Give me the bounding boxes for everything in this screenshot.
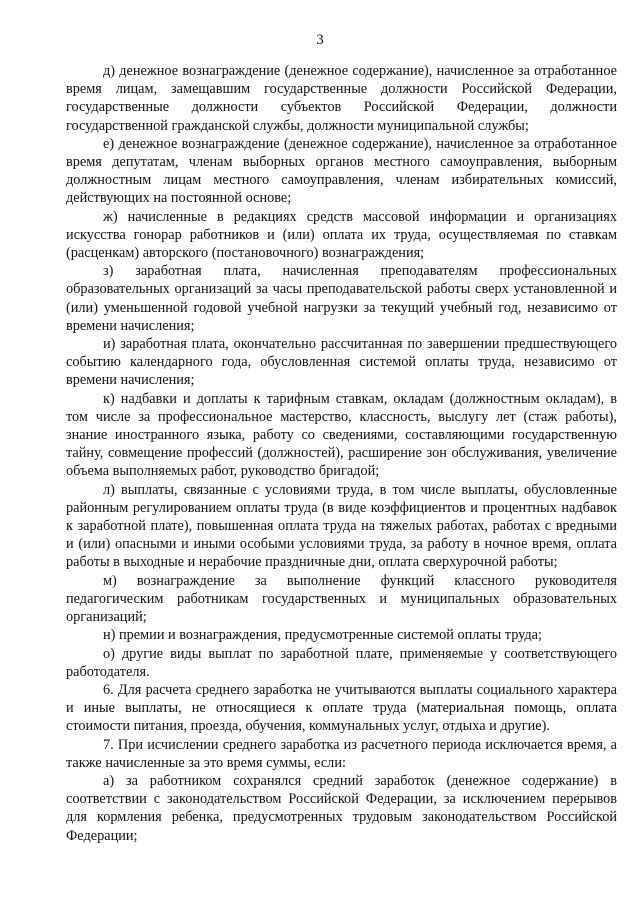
paragraph-6: 6. Для расчета среднего заработка не учитываются выплаты социального характера и иные выплаты, не относящиеся к оплате труда (материальная помощь, оплата стоимости питания, проезда, обучения, коммунальных услуг, отдыха и другие).: [66, 681, 617, 735]
paragraph-m: м) вознаграждение за выполнение функций классного руководителя педагогическим работникам государственных и муниципальных образовательных организаций;: [66, 572, 617, 626]
paragraph-d: д) денежное вознаграждение (денежное содержание), начисленное за отработанное время лицам, замещавшим государственные должности Российской Федерации, государственные должности субъектов Российской Федерации, должности государственной гражданской службы, должности муниципальной службы;: [66, 63, 617, 134]
paragraph-e: е) денежное вознаграждение (денежное содержание), начисленное за отработанное время депутатам, членам выборных органов местного самоуправления, выборным должностным лицам местного самоуправления, членам избирательных комиссий, действующих на постоянной основе;: [66, 135, 617, 207]
paragraph-7: 7. При исчислении среднего заработка из расчетного периода исключается время, а также начисленные за это время суммы, если:: [66, 736, 617, 771]
paragraph-7a: а) за работником сохранялся средний заработок (денежное содержание) в соответствии с законодательством Российской Федерации, за исключением перерывов для кормления ребенка, предусмотренных трудовым законодательством Российской Федерации;: [66, 772, 617, 844]
page-number: 3: [316, 32, 324, 48]
paragraph-k: к) надбавки и доплаты к тарифным ставкам, окладам (должностным окладам), в том числе за профессиональное мастерство, классность, выслугу лет (стаж работы), знание иностранного языка, работу со сведениями, составляющими государственную тайну, совмещение профессий (должностей), расширение зон обслуживания, увеличение объема выполняемых работ, руководство бригадой;: [66, 390, 617, 480]
paragraph-n: н) премии и вознаграждения, предусмотренные системой оплаты труда;: [103, 627, 543, 644]
document-body: [66, 62, 617, 845]
paragraph-l: л) выплаты, связанные с условиями труда, в том числе выплаты, обусловленные районным регулированием оплаты труда (в виде коэффициентов и процентных надбавок к заработной плате), повышенная оплата труда на тяжелых работах, работах с вредными и (или) опасными и иными особыми условиями труда, за работу в ночное время, оплата работы в выходные и нерабочие праздничные дни, оплата сверхурочной работы;: [66, 481, 617, 571]
paragraph-zh: ж) начисленные в редакциях средств массовой информации и организациях искусства гонорар работников и (или) оплата их труда, осуществляемая по ставкам (расценкам) авторского (постановочного) вознаграждения;: [66, 208, 617, 262]
paragraph-o: о) другие виды выплат по заработной плате, применяемые у соответствующего работодателя.: [66, 645, 617, 680]
paragraph-i: и) заработная плата, окончательно рассчитанная по завершении предшествующего событию календарного года, обусловленная системой оплаты труда, независимо от времени начисления;: [66, 336, 617, 389]
paragraph-z: з) заработная плата, начисленная преподавателям профессиональных образовательных организаций за часы преподавательской работы сверх установленной и (или) уменьшенной годовой учебной нагрузки за текущий учебный год, независимо от времени начисления;: [66, 263, 617, 334]
